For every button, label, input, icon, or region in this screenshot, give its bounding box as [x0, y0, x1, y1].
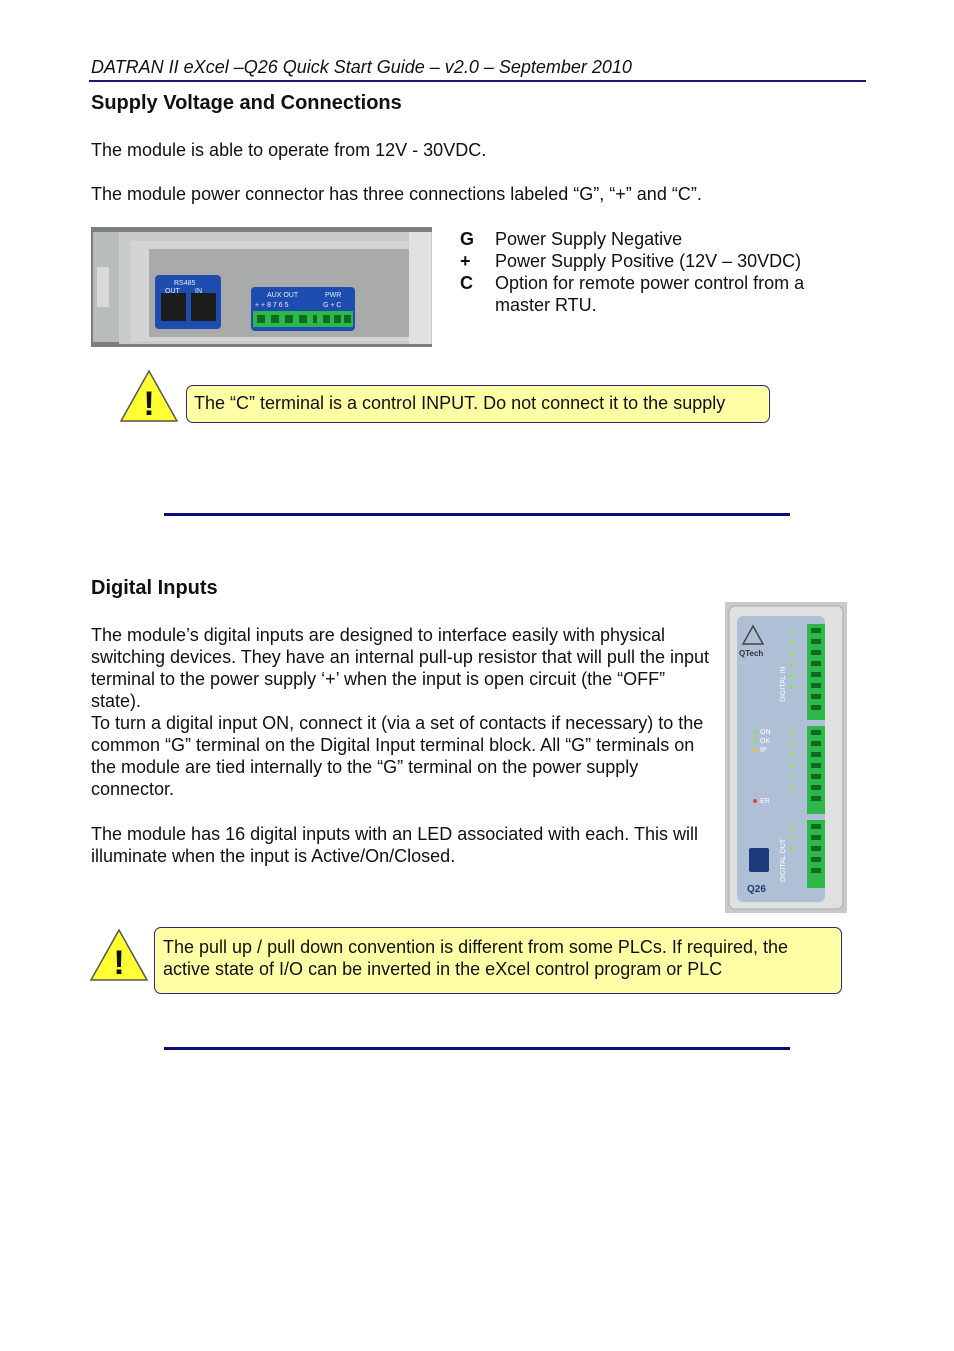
section-separator: [164, 513, 790, 516]
terminal-desc: Power Supply Positive (12V – 30VDC): [495, 251, 802, 271]
label-aux-pins: + + 8 7 6 5: [255, 302, 289, 309]
module-connector-illustration: [91, 227, 432, 347]
digital-paragraph-1: The module’s digital inputs are designed to interface easily with physical switching devices. They have an internal pull-up resistor that will pull the input terminal to the power supply ‘+’ when the input is open circuit (the “OFF” state).: [91, 625, 709, 711]
label-ip: IP: [760, 747, 767, 754]
document-header: DATRAN II eXcel –Q26 Quick Start Guide – v2.0 – September 2010: [91, 57, 632, 77]
label-pwr-pins: G + C: [323, 302, 342, 309]
label-brand: QTech: [739, 649, 764, 658]
warning-callout-supply: [186, 385, 770, 423]
ip-logo: [749, 848, 769, 872]
label-aux-out: AUX OUT: [267, 292, 299, 299]
label-er: ER: [760, 798, 770, 805]
label-on: ON: [760, 729, 771, 736]
label-model: Q26: [747, 884, 766, 895]
warning-callout-digital: [154, 927, 842, 994]
module-connector-photo: [91, 227, 432, 347]
label-rs485: RS485: [174, 280, 196, 287]
label-ok: OK: [760, 738, 771, 745]
terminal-desc: Option for remote power control from a master RTU.: [495, 273, 805, 315]
label-digital-out: DIGITAL OUT: [780, 838, 787, 882]
warning-text: The pull up / pull down convention is different from some PLCs. If required, the active state of I/O can be inverted in the eXcel control program or PLC: [163, 937, 788, 979]
digital-paragraph-3: The module has 16 digital inputs with an LED associated with each. This will illuminate when the input is Active/On/Closed.: [91, 824, 698, 866]
terminal-desc: Power Supply Negative: [495, 229, 683, 249]
section-heading-digital: Digital Inputs: [91, 577, 218, 599]
section-separator: [164, 1047, 790, 1050]
label-out: OUT: [165, 288, 180, 295]
digital-paragraph-2: To turn a digital input ON, connect it (via a set of contacts if necessary) to the common “G” terminal on the Digital Input terminal block. All “G” terminals on the module are tied internally to the “G” terminal on the power supply connector.: [91, 713, 704, 799]
module-front-photo: [725, 602, 847, 913]
supply-paragraph-2: The module power connector has three connections labeled “G”, “+” and “C”.: [91, 184, 702, 204]
module-front-illustration: [725, 602, 847, 913]
warning-symbol: !: [113, 944, 125, 982]
terminal-key: +: [460, 251, 471, 271]
warning-symbol: !: [143, 385, 155, 423]
supply-paragraph-1: The module is able to operate from 12V - 30VDC.: [91, 140, 487, 160]
label-in: IN: [195, 288, 202, 295]
label-digital-in: DIGITAL IN: [780, 666, 787, 702]
label-pwr: PWR: [325, 292, 342, 299]
header-rule: [89, 80, 866, 82]
warning-text: The “C” terminal is a control INPUT. Do not connect it to the supply: [194, 393, 726, 413]
section-heading-supply: Supply Voltage and Connections: [91, 92, 402, 114]
warning-icon: [89, 928, 149, 982]
warning-icon: [119, 369, 179, 423]
terminal-key: C: [460, 273, 473, 293]
terminal-key: G: [460, 229, 475, 249]
